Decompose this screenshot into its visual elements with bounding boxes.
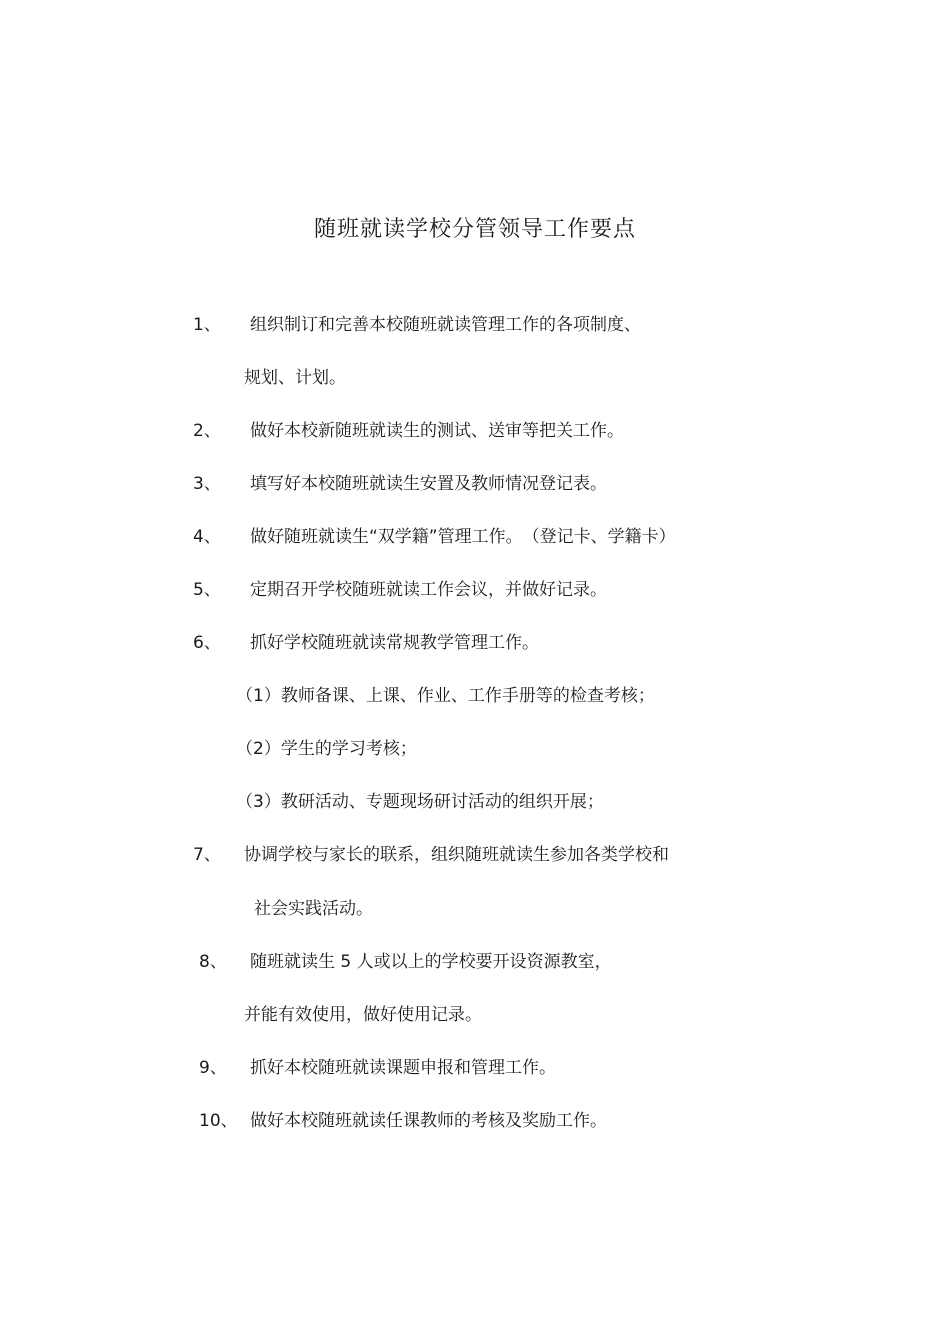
item-text-continuation: 规划、计划。 [244, 368, 346, 388]
item-number: 2、 [193, 421, 221, 441]
item-text-continuation: 社会实践活动。 [254, 899, 373, 919]
sub-item-text: （2）学生的学习考核； [236, 739, 417, 759]
sub-item-text: （3）教研活动、专题现场研讨活动的组织开展； [236, 792, 604, 812]
document-title: 随班就读学校分管领导工作要点 [313, 217, 636, 242]
item-number: 9、 [199, 1058, 227, 1078]
item-text: 随班就读生 5 人或以上的学校要开设资源教室， [250, 952, 612, 972]
item-text: 抓好学校随班就读常规教学管理工作。 [250, 633, 539, 653]
item-number: 4、 [193, 527, 221, 547]
item-number: 8、 [199, 952, 227, 972]
item-number: 1、 [193, 315, 221, 335]
item-text: 填写好本校随班就读生安置及教师情况登记表。 [250, 474, 607, 494]
item-text-continuation: 并能有效使用，做好使用记录。 [244, 1005, 482, 1025]
item-text: 做好本校新随班就读生的测试、送审等把关工作。 [250, 421, 624, 441]
item-text: 定期召开学校随班就读工作会议，并做好记录。 [250, 580, 607, 600]
item-text: 组织制订和完善本校随班就读管理工作的各项制度、 [250, 315, 641, 335]
item-text: 做好随班就读生“双学籍”管理工作。 （登记卡、学籍卡） [250, 527, 676, 547]
item-number: 3、 [193, 474, 221, 494]
item-number: 6、 [193, 633, 221, 653]
sub-item-text: （1）教师备课、上课、作业、工作手册等的检查考核； [236, 686, 655, 706]
item-number: 10、 [199, 1111, 238, 1131]
item-text: 协调学校与家长的联系，组织随班就读生参加各类学校和 [244, 845, 669, 865]
item-number: 5、 [193, 580, 221, 600]
item-text: 抓好本校随班就读课题申报和管理工作。 [250, 1058, 556, 1078]
item-number: 7、 [193, 845, 221, 865]
item-text: 做好本校随班就读任课教师的考核及奖励工作。 [250, 1111, 607, 1131]
